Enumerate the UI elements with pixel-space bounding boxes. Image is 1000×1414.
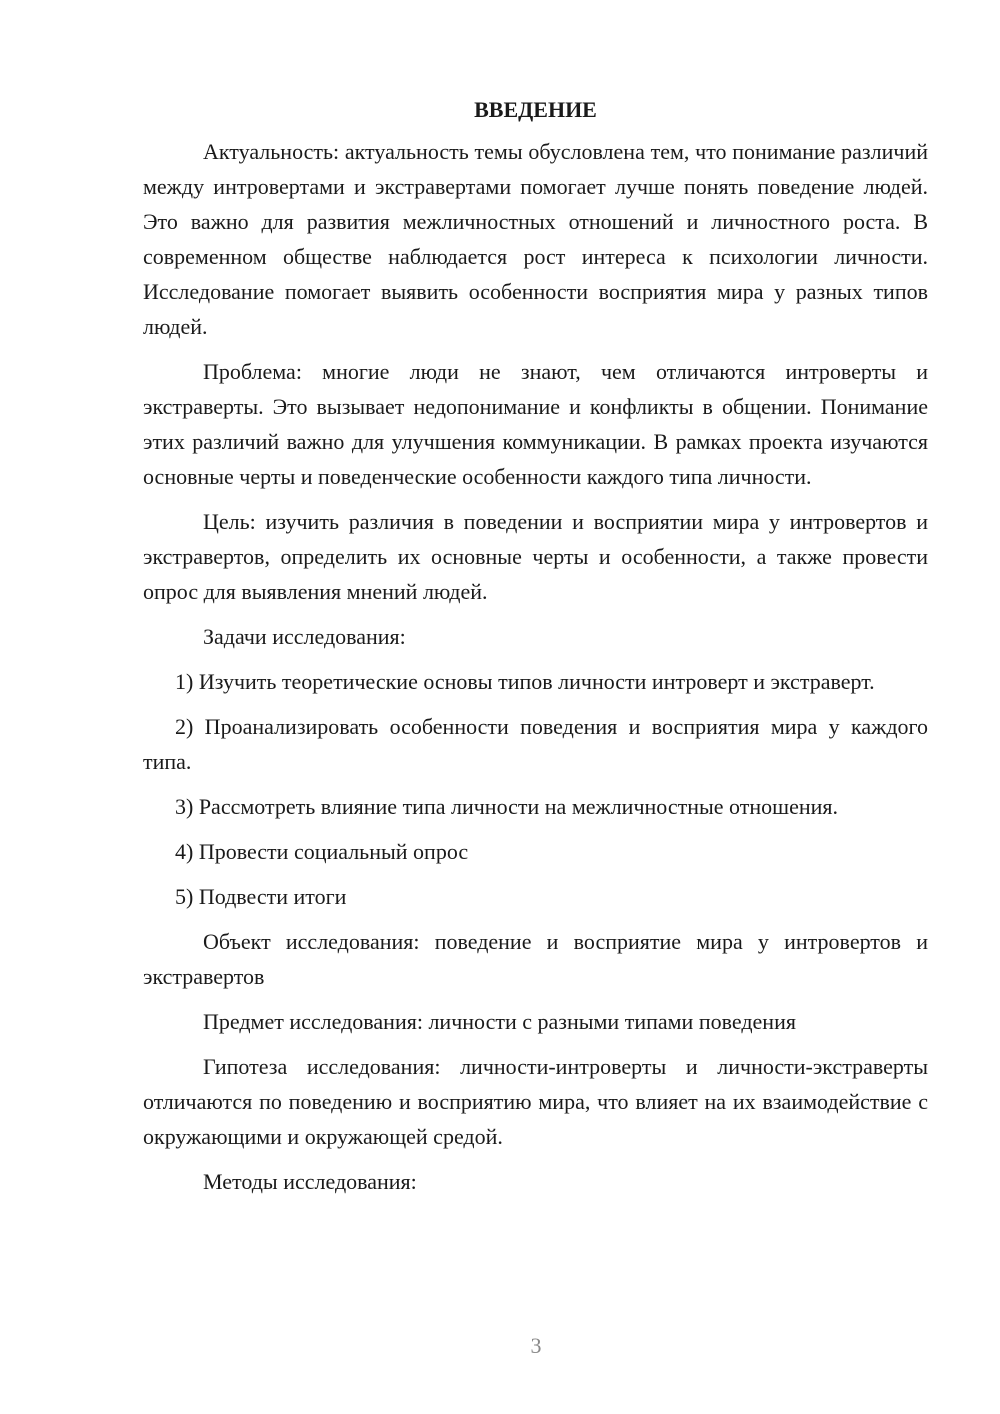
paragraph-relevance: Актуальность: актуальность темы обусловлена тем, что понимание различий между интровертами и экстравертами помогает лучше понять поведение людей. Это важно для развития межличностных отношений и личностного роста. В современном обществе наблюдается рост интереса к психологии личности. Исследование помогает выявить особенности восприятия мира у разных типов людей. xyxy=(143,139,928,339)
task-item: 4) Провести социальный опрос xyxy=(175,839,469,864)
paragraph-goal: Цель: изучить различия в поведении и восприятии мира у интровертов и экстравертов, определить их основные черты и особенности, а также провести опрос для выявления мнений людей. xyxy=(143,509,928,604)
task-item: 3) Рассмотреть влияние типа личности на межличностные отношения. xyxy=(175,794,839,819)
paragraph-tasks-heading: Задачи исследования: xyxy=(203,624,406,649)
document-page xyxy=(143,92,928,1209)
task-item: 5) Подвести итоги xyxy=(175,884,347,909)
page-number: 3 xyxy=(530,1333,542,1358)
task-item: 1) Изучить теоретические основы типов личности интроверт и экстраверт. xyxy=(175,669,875,694)
paragraph-problem: Проблема: многие люди не знают, чем отличаются интроверты и экстраверты. Это вызывает недопонимание и конфликты в общении. Понимание этих различий важно для улучшения коммуникации. В рамках проекта изучаются основные черты и поведенческие особенности каждого типа личности. xyxy=(143,359,928,489)
paragraph-hypothesis: Гипотеза исследования: личности-интроверты и личности-экстраверты отличаются по поведению и восприятию мира, что влияет на их взаимодействие с окружающими и окружающей средой. xyxy=(143,1054,928,1149)
paragraph-subject: Предмет исследования: личности с разными типами поведения xyxy=(203,1009,796,1034)
task-item: 2) Проанализировать особенности поведения и восприятия мира у каждого типа. xyxy=(143,714,928,774)
paragraph-object: Объект исследования: поведение и восприятие мира у интровертов и экстравертов xyxy=(143,929,928,989)
paragraph-methods: Методы исследования: xyxy=(203,1169,417,1194)
section-heading: ВВЕДЕНИЕ xyxy=(474,97,597,122)
